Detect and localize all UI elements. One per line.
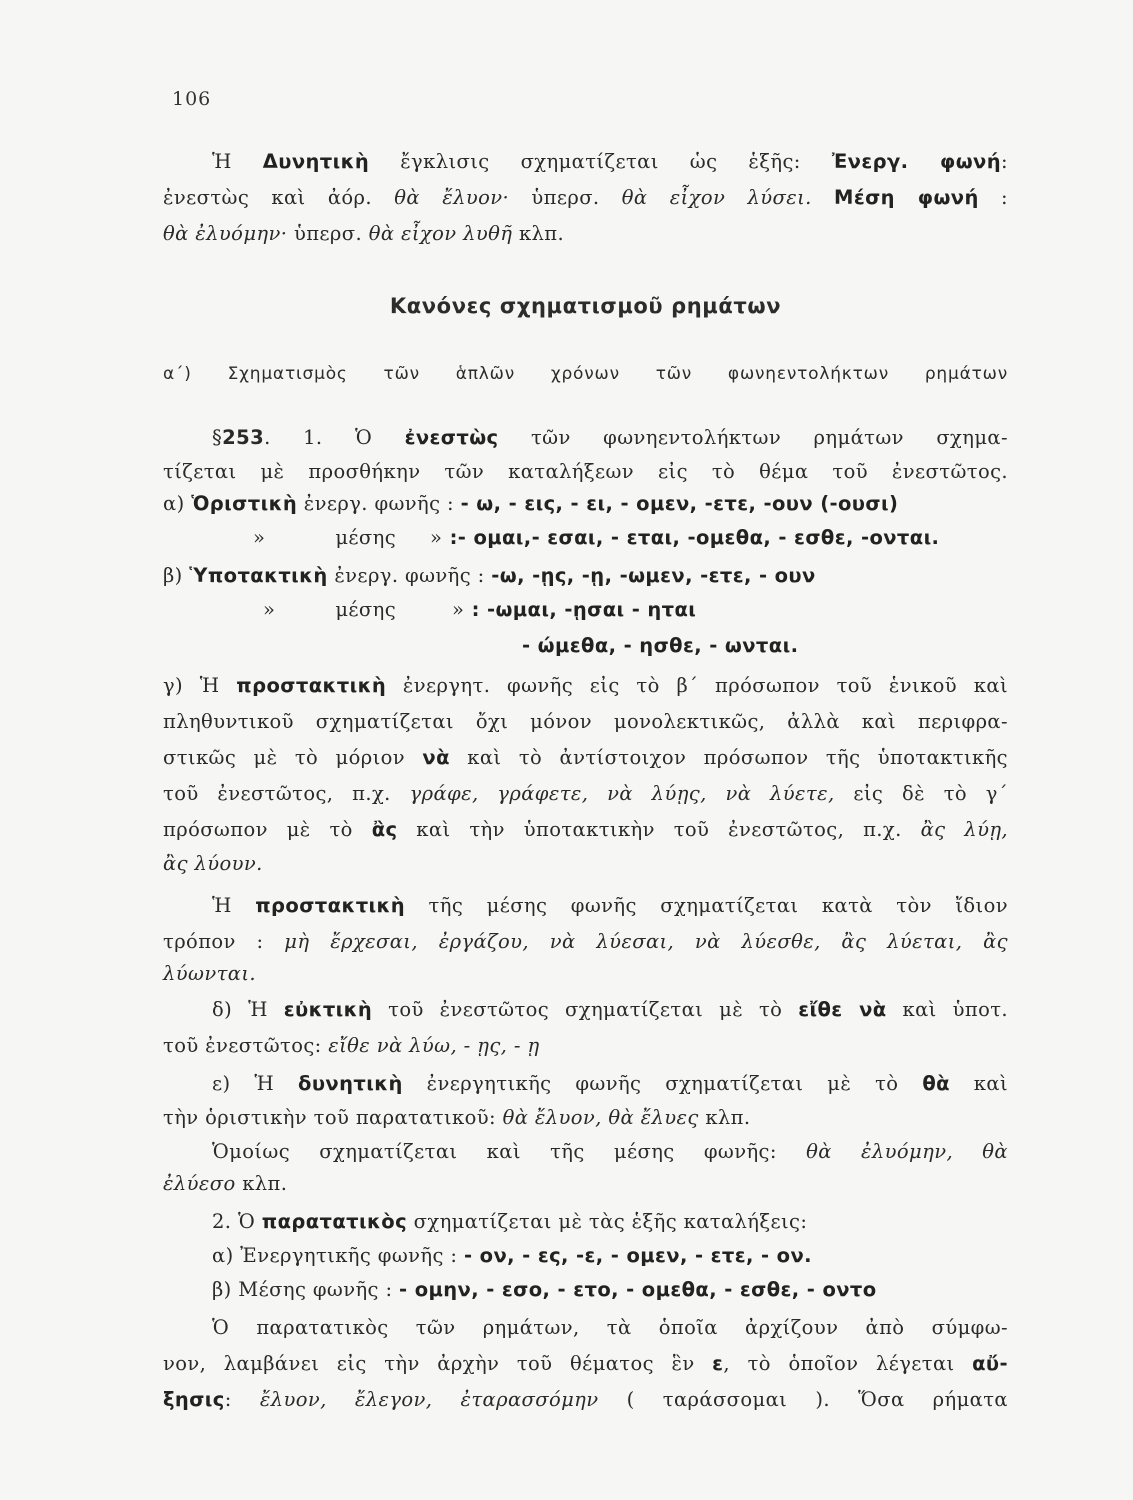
bold-term: παρατατικὸς: [261, 1210, 408, 1233]
text-line: [163, 596, 1008, 624]
bold-term: Μέση φωνή: [834, 186, 979, 209]
text: δ) Ἡ: [212, 998, 284, 1021]
text: α) Ἐνεργητικῆς φωνῆς :: [212, 1244, 464, 1267]
text: ἐνεργητικῆς φωνῆς σχηματίζεται μὲ τὸ: [402, 1072, 923, 1095]
text: καὶ ὑποτ.: [886, 998, 1009, 1021]
italic-example: θὰ ἐλυόμην, θὰ: [806, 1140, 1008, 1163]
text-line: [212, 1070, 1008, 1098]
text-line: [163, 780, 1008, 808]
text: τῶν φωνηεντολήκτων ρημάτων σχημα-: [498, 426, 1008, 449]
text-line: [212, 1276, 1008, 1304]
text: τὴν ὁριστικὴν τοῦ παρατατικοῦ:: [163, 1106, 503, 1129]
ending-list: - ω, - εις, - ει, - ομεν, -ετε, -ουν (-ουσι): [460, 492, 899, 515]
ending-list: -ω, -ῃς, -ῃ, -ωμεν, -ετε, - ουν: [491, 564, 816, 587]
text: ἐνεργ. φωνῆς :: [297, 492, 461, 515]
text: κλπ.: [235, 1172, 288, 1195]
text: κλπ.: [512, 222, 565, 245]
italic-example: θὰ ἐλυόμην·: [163, 222, 288, 245]
text: ( ταράσσομαι ). Ὅσα ρήματα: [598, 1388, 1008, 1411]
bold-term: εἴθε νὰ: [798, 998, 887, 1021]
text-line: πληθυντικοῦ σχηματίζεται ὄχι μόνον μονολεκτικῶς, ἀλλὰ καὶ περιφρα-: [163, 710, 1008, 733]
text: τῆς μέσης φωνῆς σχηματίζεται κατὰ τὸν ἴδιον: [405, 894, 1008, 917]
text: ἔγκλισις σχηματίζεται ὡς ἑξῆς:: [369, 150, 832, 173]
text: ἐνεργητ. φωνῆς εἰς τὸ β΄ πρόσωπον τοῦ ἑνικοῦ καὶ: [386, 674, 1008, 697]
page-number: 106: [172, 88, 212, 110]
text-line: τίζεται μὲ προσθήκην τῶν καταλήξεων εἰς τὸ θέμα τοῦ ἐνεστῶτος.: [163, 460, 1008, 483]
ending-list: :- ομαι,- εσαι, - εται, -ομεθα, - εσθε, -ονται.: [442, 526, 940, 549]
text: :: [978, 186, 1008, 209]
ditto-mark: »: [263, 598, 276, 621]
bold-term: προστακτικὴ: [255, 894, 406, 917]
text: , τὸ ὁποῖον λέγεται: [723, 1352, 973, 1375]
text: β) Μέσης φωνῆς :: [212, 1278, 400, 1301]
text-line: [163, 490, 1008, 518]
ending-list: : -ωμαι, -ῃσαι - ηται: [464, 598, 697, 621]
ending-list: - ομην, - εσο, - ετο, - ομεθα, - εσθε, - οντο: [399, 1278, 877, 1301]
text: μέσης: [335, 598, 397, 621]
text-line: [163, 220, 1008, 248]
bold-term: Ἐνεργ. φωνή: [831, 150, 1002, 173]
subsection-heading: α΄) Σχηματισμὸς τῶν ἁπλῶν χρόνων τῶν φωνηεντολήκτων ρημάτων: [163, 364, 1008, 384]
text: ὑπερσ.: [509, 186, 622, 209]
text-line: [163, 744, 1008, 772]
italic-example: εἴθε νὰ λύω, - ῃς, - ῃ: [328, 1034, 540, 1057]
text: β): [163, 564, 190, 587]
italic-example: ἔλυον, ἔλεγον, ἐταρασσόμην: [259, 1388, 599, 1411]
text-line: [212, 892, 1008, 920]
bold-term: Ὁριστικὴ: [191, 492, 298, 515]
text-line: [163, 1170, 1008, 1198]
bold-term: θὰ: [922, 1072, 950, 1095]
bold-term: νὰ: [422, 746, 450, 769]
italic-example: μὴ ἔρχεσαι, ἐργάζου, νὰ λύεσαι, νὰ λύεσθε, ἂς λύεται, ἂς: [284, 930, 1009, 953]
text: Ὁμοίως σχηματίζεται καὶ τῆς μέσης φωνῆς:: [212, 1140, 807, 1163]
text-line: [212, 1242, 1008, 1270]
bold-term: Ὑποτακτικὴ: [189, 564, 328, 587]
text: κλπ.: [698, 1106, 751, 1129]
text-line: [163, 816, 1008, 844]
text-line: [212, 1208, 1008, 1236]
text: . 1. Ὁ: [264, 426, 405, 449]
section-heading: Κανόνες σχηματισμοῦ ρημάτων: [389, 294, 782, 318]
text-line: [212, 148, 1008, 176]
text-line: [163, 1032, 1008, 1060]
text-line: [163, 1386, 1008, 1414]
text: μέσης: [335, 526, 397, 549]
text: καὶ: [949, 1072, 1008, 1095]
text: :: [1001, 150, 1008, 173]
bold-term: δυνητικὴ: [298, 1072, 403, 1095]
text: καὶ τὴν ὑποτακτικὴν τοῦ ἐνεστῶτος, π.χ.: [397, 818, 921, 841]
text: τρόπον :: [163, 930, 285, 953]
bold-term: προστακτικὴ: [236, 674, 387, 697]
text-line: [522, 632, 922, 660]
bold-term: εὐκτικὴ: [283, 998, 373, 1021]
text: ε) Ἡ: [212, 1072, 299, 1095]
ditto-mark: »: [430, 526, 443, 549]
italic-example: γράφε, γράφετε, νὰ λύῃς, νὰ λύετε,: [409, 782, 835, 805]
italic-example: θὰ εἶχον λυθῆ: [368, 222, 513, 245]
text: α): [163, 492, 192, 515]
text-line: [163, 562, 1008, 590]
bold-term: Δυνητικὴ: [262, 150, 370, 173]
text: Ἡ: [212, 894, 256, 917]
ending-list: - ώμεθα, - ησθε, - ωνται.: [522, 634, 799, 657]
section-sign: §: [212, 426, 223, 449]
text-line: [163, 524, 1008, 552]
ending-list: - ον, - ες, -ε, - ομεν, - ετε, - ον.: [463, 1244, 812, 1267]
text: καὶ τὸ ἀντίστοιχον πρόσωπον τῆς ὑποτακτικῆς: [449, 746, 1008, 769]
bold-term: ξησις: [163, 1388, 225, 1411]
text-line: [163, 928, 1008, 956]
text-line: ἂς λύουν.: [163, 852, 263, 875]
text-line: [163, 1350, 1008, 1378]
ditto-mark: »: [452, 598, 465, 621]
text: τοῦ ἐνεστῶτος:: [163, 1034, 329, 1057]
bold-term: ἂς: [371, 818, 398, 841]
italic-example: θὰ ἔλυον·: [394, 186, 510, 209]
italic-example: θὰ ἔλυον, θὰ ἔλυες: [502, 1106, 699, 1129]
text-line: [212, 996, 1008, 1024]
text: τοῦ ἐνεστῶτος, π.χ.: [163, 782, 410, 805]
text: εἰς δὲ τὸ γ΄: [834, 782, 1008, 805]
ditto-mark: »: [253, 526, 266, 549]
text: πρόσωπον μὲ τὸ: [163, 818, 372, 841]
text: Ἡ: [212, 150, 263, 173]
text: γ) Ἡ: [163, 674, 237, 697]
text: σχηματίζεται μὲ τὰς ἑξῆς καταλήξεις:: [407, 1210, 808, 1233]
text-line: [212, 424, 1008, 452]
text: ἐνεργ. φωνῆς :: [327, 564, 492, 587]
text-line: λύωνται.: [163, 962, 256, 985]
text: ἐνεστὼς καὶ ἀόρ.: [163, 186, 395, 209]
text-line: [163, 1104, 1008, 1132]
text: [812, 186, 834, 209]
bold-term: αὔ-: [972, 1352, 1008, 1375]
text: ὑπερσ.: [287, 222, 369, 245]
text-line: [212, 1138, 1008, 1166]
text-line: Ὁ παρατατικὸς τῶν ρημάτων, τὰ ὁποῖα ἀρχίζουν ἀπὸ σύμφω-: [212, 1316, 1008, 1339]
text: στικῶς μὲ τὸ μόριον: [163, 746, 423, 769]
text-line: [163, 672, 1008, 700]
text: τοῦ ἐνεστῶτος σχηματίζεται μὲ τὸ: [372, 998, 799, 1021]
italic-example: ἐλύεσο: [163, 1172, 236, 1195]
text: νον, λαμβάνει εἰς τὴν ἀρχὴν τοῦ θέματος ἓν: [163, 1352, 713, 1375]
section-number: 253: [222, 426, 265, 449]
text: :: [224, 1388, 260, 1411]
italic-example: θὰ εἶχον λύσει.: [621, 186, 812, 209]
text-line: [163, 184, 1008, 212]
text: 2. Ὁ: [212, 1210, 262, 1233]
italic-example: ἂς λύῃ,: [920, 818, 1009, 841]
bold-term: ε: [712, 1352, 724, 1375]
bold-term: ἐνεστὼς: [404, 426, 499, 449]
